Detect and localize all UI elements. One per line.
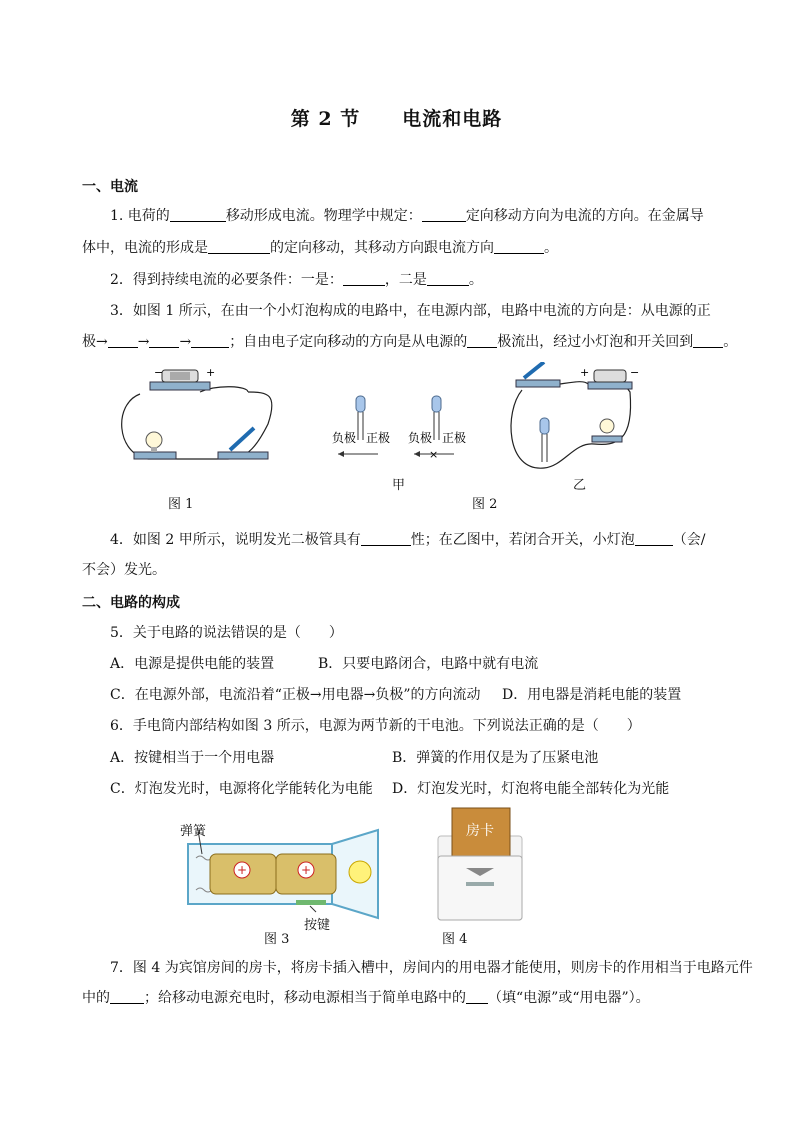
button-icon bbox=[296, 900, 326, 905]
section-heading-current: 一、电流 bbox=[82, 179, 138, 195]
battery-icon bbox=[588, 370, 632, 389]
switch-icon bbox=[218, 428, 268, 459]
svg-text:−: − bbox=[630, 366, 640, 379]
blank[interactable] bbox=[635, 531, 673, 546]
blank[interactable] bbox=[466, 989, 488, 1004]
figure-2-yi-circuit bbox=[504, 362, 644, 474]
blank[interactable] bbox=[427, 271, 469, 286]
button-label: 按键 bbox=[304, 918, 331, 933]
blank[interactable] bbox=[343, 271, 385, 286]
question-5-option-a[interactable]: A．电源是提供电能的装置 bbox=[110, 656, 275, 672]
figure-2-yi-label: 乙 bbox=[573, 478, 587, 493]
svg-text:负极: 负极 bbox=[408, 431, 433, 445]
svg-text:正极: 正极 bbox=[442, 431, 467, 445]
switch-icon bbox=[516, 362, 560, 387]
blank[interactable] bbox=[693, 333, 723, 348]
figure-2-jia-label: 甲 bbox=[392, 478, 406, 493]
svg-text:正极: 正极 bbox=[366, 431, 391, 445]
question-6-option-a[interactable]: A．按键相当于一个用电器 bbox=[110, 750, 275, 766]
question-7-line-1: 7．图 4 为宾馆房间的房卡，将房卡插入槽中，房间内的用电器才能使用，则房卡的作用相当于电路元件 bbox=[110, 960, 753, 976]
figure-1-circuit bbox=[118, 364, 298, 472]
question-4-line-1: 4．如图 2 甲所示，说明发光二极管具有 性；在乙图中，若闭合开关，小灯泡 （会/ bbox=[110, 532, 706, 548]
question-5-option-c[interactable]: C．在电源外部，电流沿着“正极→用电器→负极”的方向流动 bbox=[110, 687, 481, 703]
question-3-line-1: 3．如图 1 所示，在由一个小灯泡构成的电路中，在电源内部，电路中电流的方向是：从电源的正 bbox=[110, 303, 711, 319]
led-icon bbox=[432, 396, 441, 440]
question-6-option-c[interactable]: C．灯泡发光时，电源将化学能转化为电能 bbox=[110, 781, 373, 797]
question-7-line-2: 中的 ；给移动电源充电时，移动电源相当于简单电路中的 （填“电源”或“用电器”）。 bbox=[82, 990, 650, 1006]
bulb-icon bbox=[134, 432, 176, 459]
question-3-line-2: 极→ → → ；自由电子定向移动的方向是从电源的 极流出，经过小灯泡和开关回到 。 bbox=[82, 334, 738, 350]
card-label: 房卡 bbox=[466, 823, 494, 839]
bulb-icon bbox=[592, 419, 622, 442]
battery-cell-icon bbox=[210, 854, 276, 894]
question-4-line-2: 不会）发光。 bbox=[82, 562, 166, 578]
svg-text:+: + bbox=[301, 863, 312, 877]
question-5-stem: 5．关于电路的说法错误的是（ ） bbox=[110, 625, 343, 641]
spring-label: 弹簧 bbox=[180, 824, 207, 839]
figure-3-flashlight bbox=[172, 814, 402, 930]
blank[interactable] bbox=[191, 333, 229, 348]
figure-2-caption: 图 2 bbox=[472, 497, 498, 512]
figure-4-caption: 图 4 bbox=[442, 932, 468, 947]
section-heading-circuit: 二、电路的构成 bbox=[82, 595, 180, 611]
question-5-option-d[interactable]: D．用电器是消耗电能的装置 bbox=[502, 687, 682, 703]
blank[interactable] bbox=[361, 531, 411, 546]
page-title bbox=[0, 104, 793, 131]
blank[interactable] bbox=[494, 239, 544, 254]
question-6-option-d[interactable]: D．灯泡发光时，灯泡将电能全部转化为光能 bbox=[392, 781, 670, 797]
question-6-stem: 6．手电筒内部结构如图 3 所示，电源为两节新的干电池。下列说法正确的是（ ） bbox=[110, 718, 641, 734]
section-name: 电流和电路 bbox=[402, 108, 503, 130]
blank[interactable] bbox=[149, 333, 179, 348]
svg-text:×: × bbox=[429, 448, 439, 461]
blank[interactable] bbox=[422, 207, 466, 222]
bulb-icon bbox=[349, 861, 371, 883]
figure-3-caption: 图 3 bbox=[264, 932, 290, 947]
figure-2-jia-led bbox=[326, 390, 476, 470]
blank[interactable] bbox=[108, 333, 138, 348]
question-2: 2．得到持续电流的必要条件：一是： ，二是 。 bbox=[110, 272, 483, 288]
blank[interactable] bbox=[170, 207, 226, 222]
minus-sign: − bbox=[154, 366, 164, 379]
question-5-option-b[interactable]: B．只要电路闭合，电路中就有电流 bbox=[318, 656, 539, 672]
figure-1-caption: 图 1 bbox=[168, 497, 194, 512]
section-number: 第 2 节 bbox=[290, 108, 361, 130]
led-icon bbox=[356, 396, 365, 440]
question-1-line-1: 1. 电荷的 移动形成电流。物理学中规定： 定向移动方向为电流的方向。在金属导 bbox=[110, 208, 704, 224]
blank[interactable] bbox=[110, 989, 144, 1004]
blank[interactable] bbox=[208, 239, 270, 254]
blank[interactable] bbox=[467, 333, 497, 348]
svg-text:负极: 负极 bbox=[332, 431, 357, 445]
battery-cell-icon bbox=[276, 854, 336, 894]
svg-text:+: + bbox=[237, 863, 248, 877]
plus-sign: + bbox=[206, 366, 216, 379]
question-1-line-2: 体中，电流的形成是 的定向移动，其移动方向跟电流方向 。 bbox=[82, 240, 558, 256]
svg-text:+: + bbox=[580, 366, 590, 379]
led-icon bbox=[540, 418, 549, 462]
question-6-option-b[interactable]: B．弹簧的作用仅是为了压紧电池 bbox=[392, 750, 599, 766]
